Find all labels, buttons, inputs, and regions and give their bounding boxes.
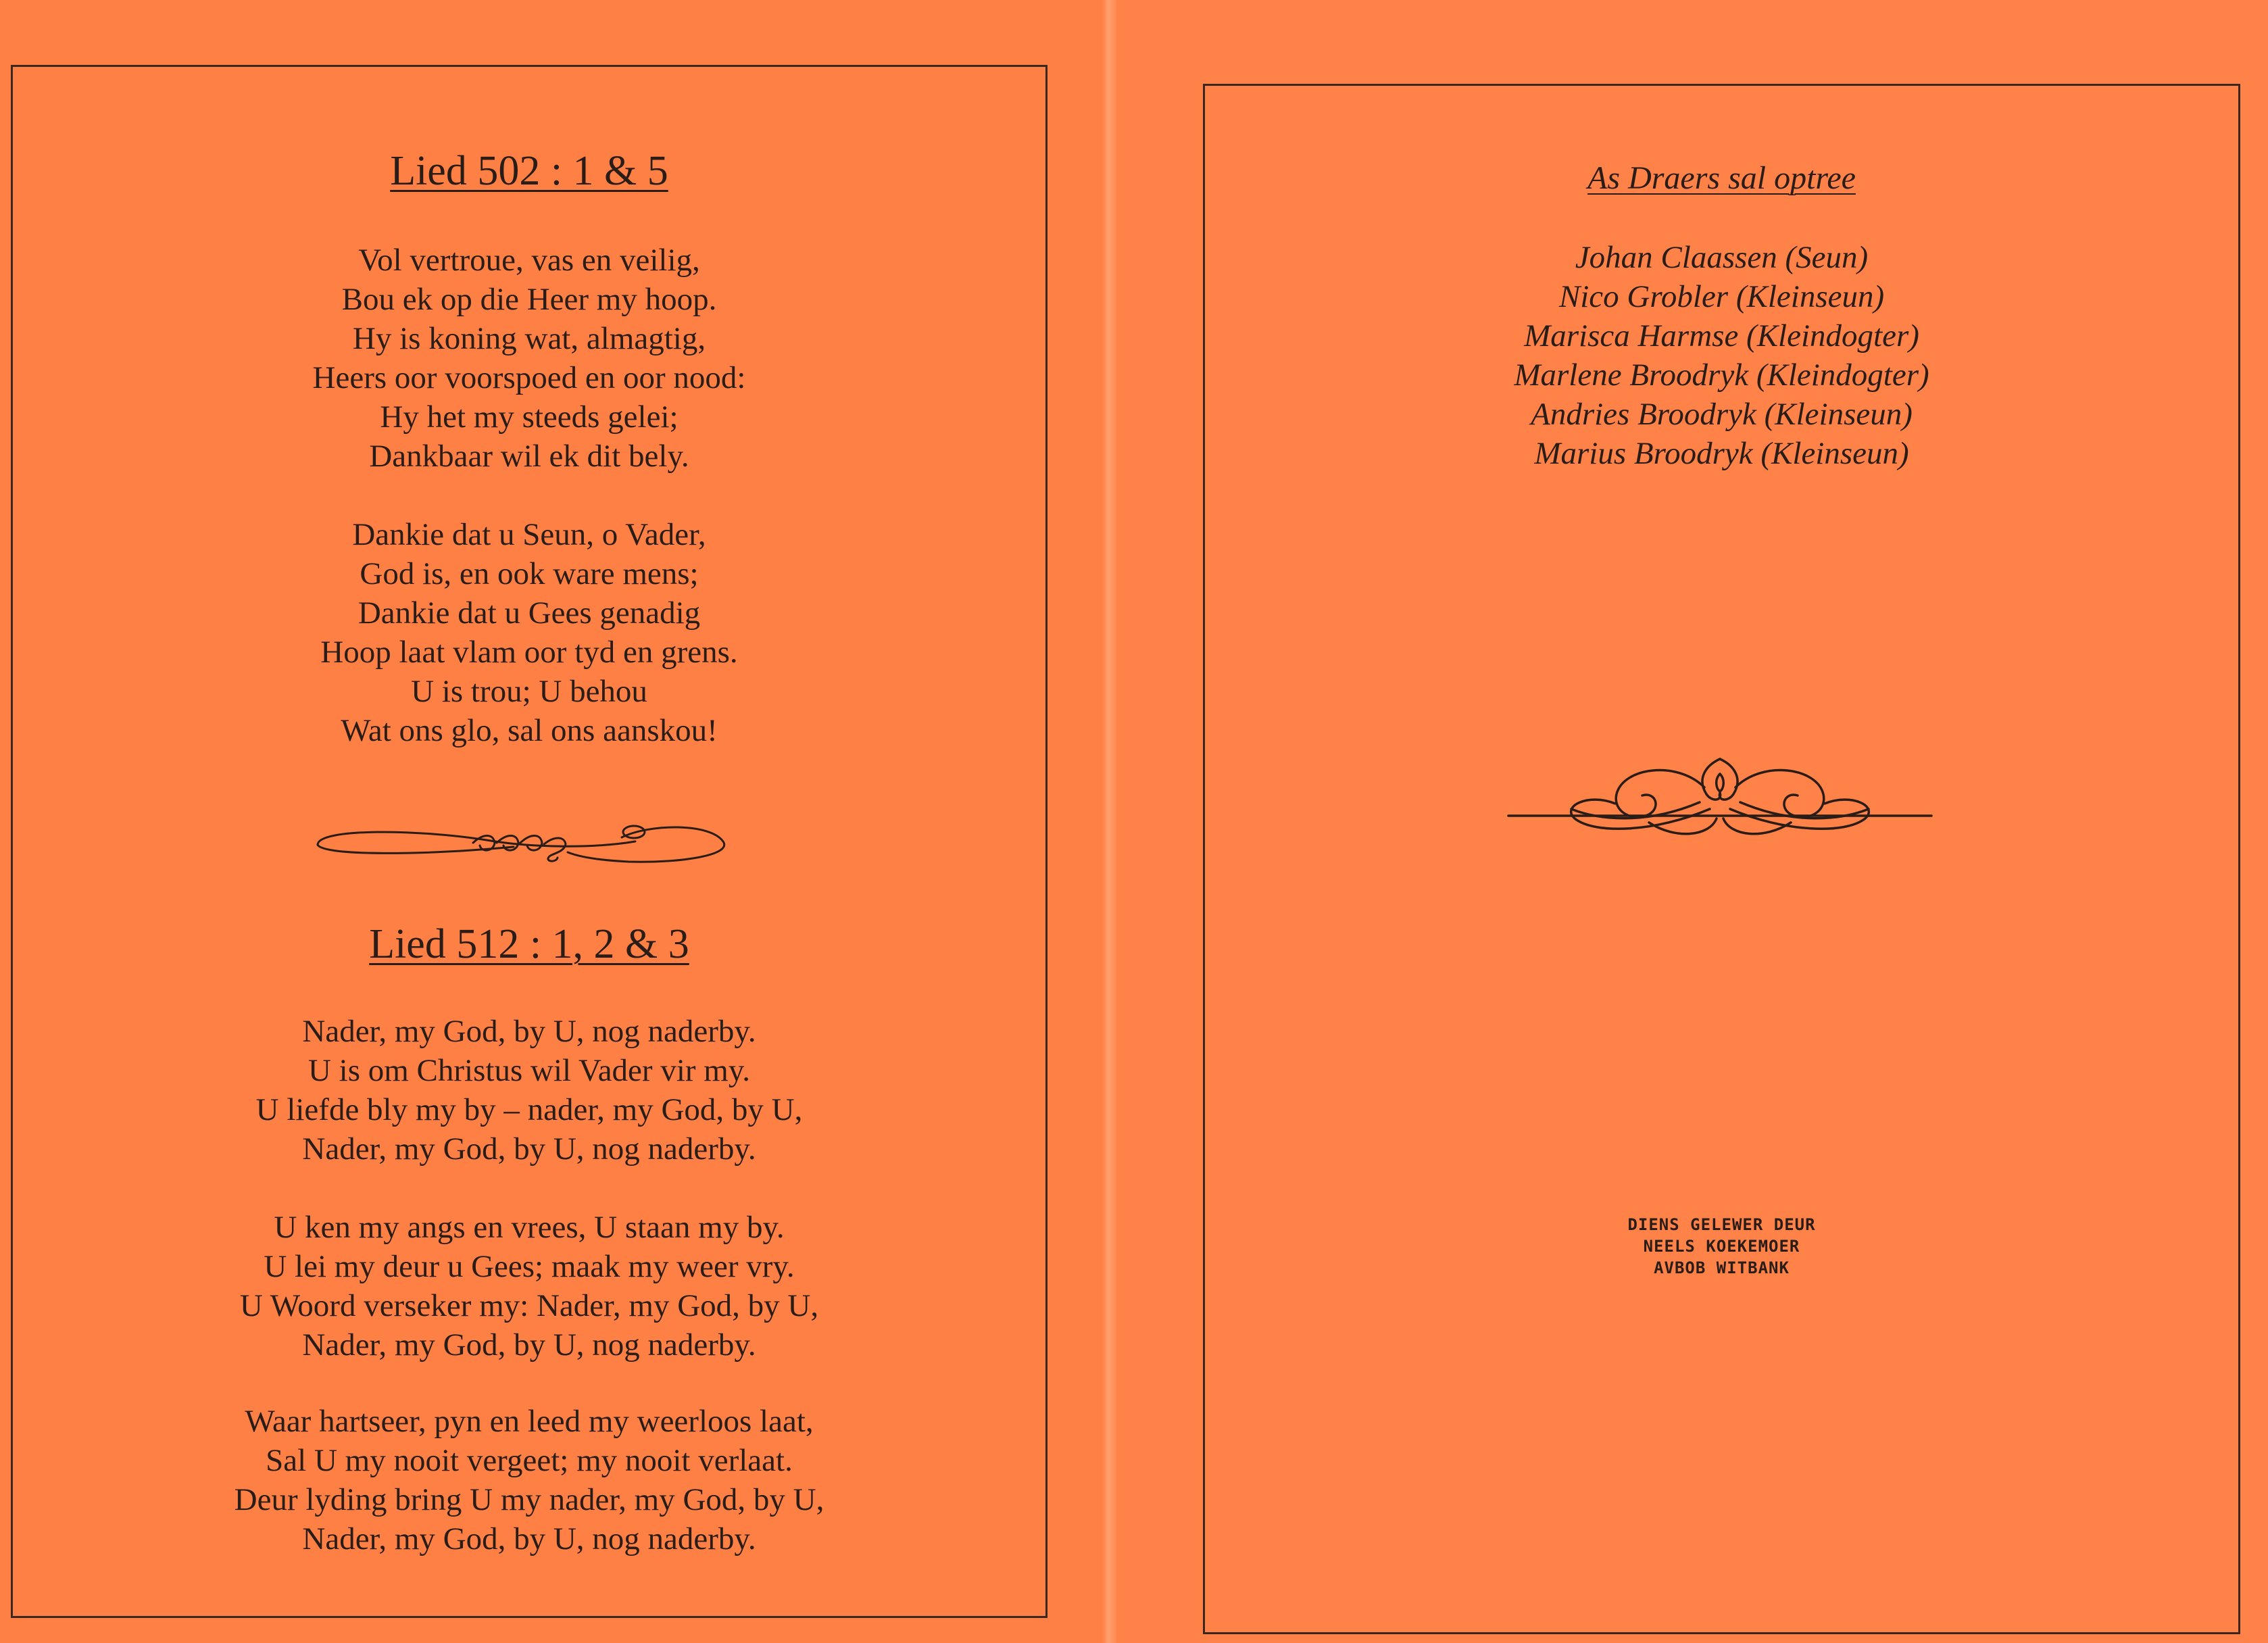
verse-line: Nader, my God, by U, nog naderby.	[302, 1327, 756, 1363]
verse-line: God is, en ook ware mens;	[360, 556, 699, 591]
bearer-name: Andries Broodryk (Kleinseun)	[1531, 397, 1913, 432]
verse-line: Nader, my God, by U, nog naderby.	[302, 1521, 756, 1556]
bearers-heading: As Draers sal optree	[1587, 160, 1856, 196]
bearer-name: Johan Claassen (Seun)	[1575, 240, 1869, 275]
bearer-name: Marius Broodryk (Kleinseun)	[1534, 436, 1909, 471]
verse-line: U liefde bly my by – nader, my God, by U,	[255, 1092, 803, 1127]
hymn-502-stanza-1	[11, 241, 1047, 476]
hymn-512-stanza-3	[11, 1402, 1047, 1559]
verse-line: Dankie dat u Seun, o Vader,	[352, 517, 706, 552]
hymn-512-stanza-1	[11, 1012, 1047, 1169]
hymn-512-stanza-2	[11, 1208, 1047, 1365]
page-fold	[1102, 0, 1116, 1643]
verse-line: Vol vertroue, vas en veilig,	[358, 243, 700, 278]
verse-line: Hoop laat vlam oor tyd en grens.	[320, 635, 738, 670]
verse-line: Wat ons glo, sal ons aanskou!	[341, 713, 718, 748]
flourish-divider-icon	[311, 814, 737, 868]
verse-line: Waar hartseer, pyn en leed my weerloos laat,	[245, 1404, 814, 1439]
verse-line: Bou ek op die Heer my hoop.	[341, 282, 717, 317]
bearer-name: Marisca Harmse (Kleindogter)	[1524, 318, 1919, 353]
verse-line: Dankie dat u Gees genadig	[358, 595, 701, 631]
verse-line: Sal U my nooit vergeet; my nooit verlaat.	[266, 1443, 793, 1478]
bearer-name: Nico Grobler (Kleinseun)	[1558, 279, 1885, 314]
verse-line: Heers oor voorspoed en oor nood:	[312, 360, 746, 395]
verse-line: U is trou; U behou	[411, 674, 647, 709]
verse-line: U Woord verseker my: Nader, my God, by U,	[239, 1288, 819, 1323]
credit-line: NEELS KOEKEMOER	[1643, 1237, 1800, 1256]
scroll-flourish-icon	[1507, 747, 1933, 868]
credit-line: DIENS GELEWER DEUR	[1627, 1215, 1816, 1234]
verse-line: U ken my angs en vrees, U staan my by.	[274, 1210, 785, 1245]
verse-line: Hy is koning wat, almagtig,	[352, 321, 706, 356]
verse-line: U is om Christus wil Vader vir my.	[307, 1053, 751, 1088]
verse-line: Dankbaar wil ek dit bely.	[369, 439, 689, 474]
verse-line: U lei my deur u Gees; maak my weer vry.	[264, 1249, 795, 1284]
service-credits	[1203, 1214, 2240, 1279]
hymn-502-stanza-5	[11, 515, 1047, 750]
bearers-list	[1203, 238, 2240, 473]
hymn-502-heading: Lied 502 : 1 & 5	[390, 148, 668, 194]
credit-line: AVBOB WITBANK	[1654, 1258, 1790, 1277]
bearer-name: Marlene Broodryk (Kleindogter)	[1514, 358, 1929, 393]
verse-line: Nader, my God, by U, nog naderby.	[302, 1131, 756, 1167]
verse-line: Nader, my God, by U, nog naderby.	[302, 1014, 756, 1049]
verse-line: Hy het my steeds gelei;	[380, 399, 679, 435]
verse-line: Deur lyding bring U my nader, my God, by U,	[234, 1482, 824, 1517]
hymn-512-heading: Lied 512 : 1, 2 & 3	[369, 921, 689, 967]
